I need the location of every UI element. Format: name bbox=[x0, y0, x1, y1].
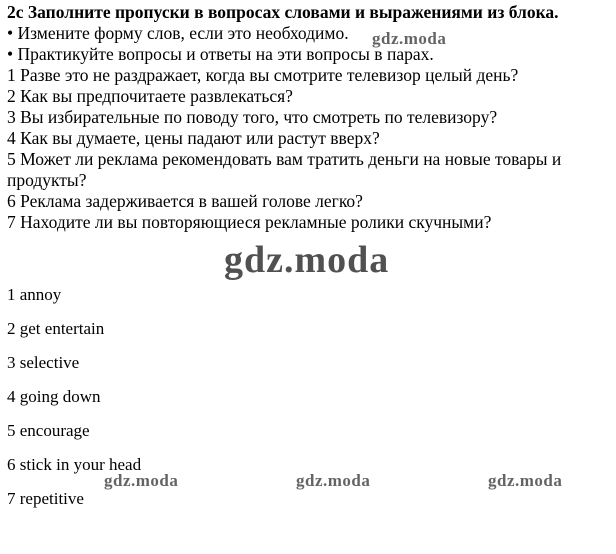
answer-6: 6 stick in your head bbox=[7, 455, 142, 474]
watermark-center: gdz.moda bbox=[224, 239, 390, 281]
answer-1: 1 annoy bbox=[7, 285, 62, 304]
instruction-2: • Практикуйте вопросы и ответы на эти вопросы в парах. bbox=[7, 44, 434, 64]
watermark-bottom-right: gdz.moda bbox=[488, 471, 563, 490]
question-1: 1 Разве это не раздражает, когда вы смотрите телевизор целый день? bbox=[7, 65, 519, 85]
watermark-bottom-left: gdz.moda bbox=[104, 471, 179, 490]
question-5: 5 Может ли реклама рекомендовать вам тратить деньги на новые товары и продукты? bbox=[7, 149, 562, 190]
question-3: 3 Вы избирательные по поводу того, что смотреть по телевизору? bbox=[7, 107, 498, 127]
answer-5: 5 encourage bbox=[7, 421, 90, 440]
watermark-bottom-center: gdz.moda bbox=[296, 471, 371, 490]
exercise-block bbox=[7, 0, 611, 233]
question-2: 2 Как вы предпочитаете развлекаться? bbox=[7, 86, 293, 106]
answer-2: 2 get entertain bbox=[7, 319, 105, 338]
question-4: 4 Как вы думаете, цены падают или растут вверх? bbox=[7, 128, 380, 148]
question-7: 7 Находите ли вы повторяющиеся рекламные ролики скучными? bbox=[7, 212, 492, 232]
exercise-title: 2c Заполните пропуски в вопросах словами и выражениями из блока. bbox=[7, 2, 559, 22]
question-6: 6 Реклама задерживается в вашей голове легко? bbox=[7, 191, 363, 211]
answer-4: 4 going down bbox=[7, 387, 101, 406]
instruction-1: • Измените форму слов, если это необходимо. bbox=[7, 23, 349, 43]
answer-7: 7 repetitive bbox=[7, 489, 84, 508]
watermark-top: gdz.moda bbox=[372, 29, 447, 48]
answer-3: 3 selective bbox=[7, 353, 80, 372]
